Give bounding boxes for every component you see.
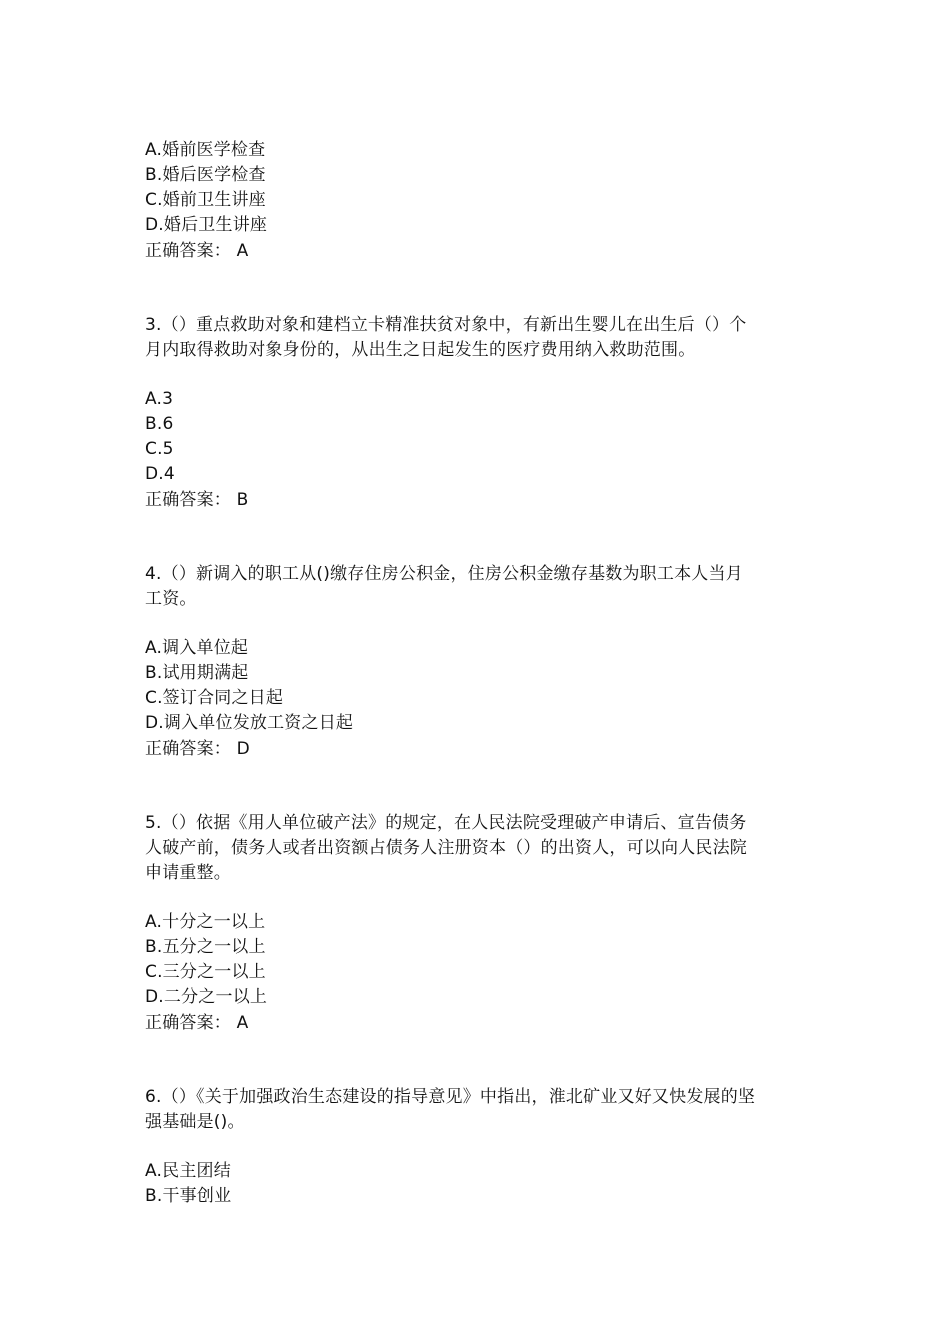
q2-option-d: D.婚后卫生讲座 [145,215,268,235]
q4-stem-line-2: 工资。 [145,589,197,609]
q4-option-b: B.试用期满起 [145,663,249,683]
q3-stem-line-1: 3.（）重点救助对象和建档立卡精准扶贫对象中，有新出生婴儿在出生后（）个 [145,315,747,335]
q5-option-c: C.三分之一以上 [145,962,266,982]
q2-option-c: C.婚前卫生讲座 [145,190,266,210]
q3-option-c: C.5 [145,439,174,459]
q3-stem-line-2: 月内取得救助对象身份的，从出生之日起发生的医疗费用纳入救助范围。 [145,340,696,360]
q5-option-b: B.五分之一以上 [145,937,266,957]
q4-option-d: D.调入单位发放工资之日起 [145,713,354,733]
q3-answer: 正确答案： B [145,490,249,510]
q5-option-d: D.二分之一以上 [145,987,268,1007]
q3-option-a: A.3 [145,389,174,409]
q3-option-d: D.4 [145,464,175,484]
q2-option-b: B.婚后医学检查 [145,165,266,185]
q6-option-b: B.干事创业 [145,1186,232,1206]
q5-option-a: A.十分之一以上 [145,912,266,932]
q4-answer: 正确答案： D [145,739,250,759]
q6-stem-line-2: 强基础是()。 [145,1112,245,1132]
q5-stem-line-3: 申请重整。 [145,863,231,883]
q2-option-a: A.婚前医学检查 [145,140,266,160]
q4-option-c: C.签订合同之日起 [145,688,284,708]
q4-stem-line-1: 4.（）新调入的职工从()缴存住房公积金，住房公积金缴存基数为职工本人当月 [145,564,743,584]
q3-option-b: B.6 [145,414,174,434]
q4-option-a: A.调入单位起 [145,638,249,658]
q6-option-a: A.民主团结 [145,1161,231,1181]
q5-stem-line-1: 5.（）依据《用人单位破产法》的规定，在人民法院受理破产申请后、宣告债务 [145,813,747,833]
q5-answer: 正确答案： A [145,1013,249,1033]
q6-stem-line-1: 6.（）《关于加强政治生态建设的指导意见》中指出，淮北矿业又好又快发展的坚 [145,1087,756,1107]
q5-stem-line-2: 人破产前，债务人或者出资额占债务人注册资本（）的出资人，可以向人民法院 [145,838,747,858]
q2-answer: 正确答案： A [145,241,249,261]
